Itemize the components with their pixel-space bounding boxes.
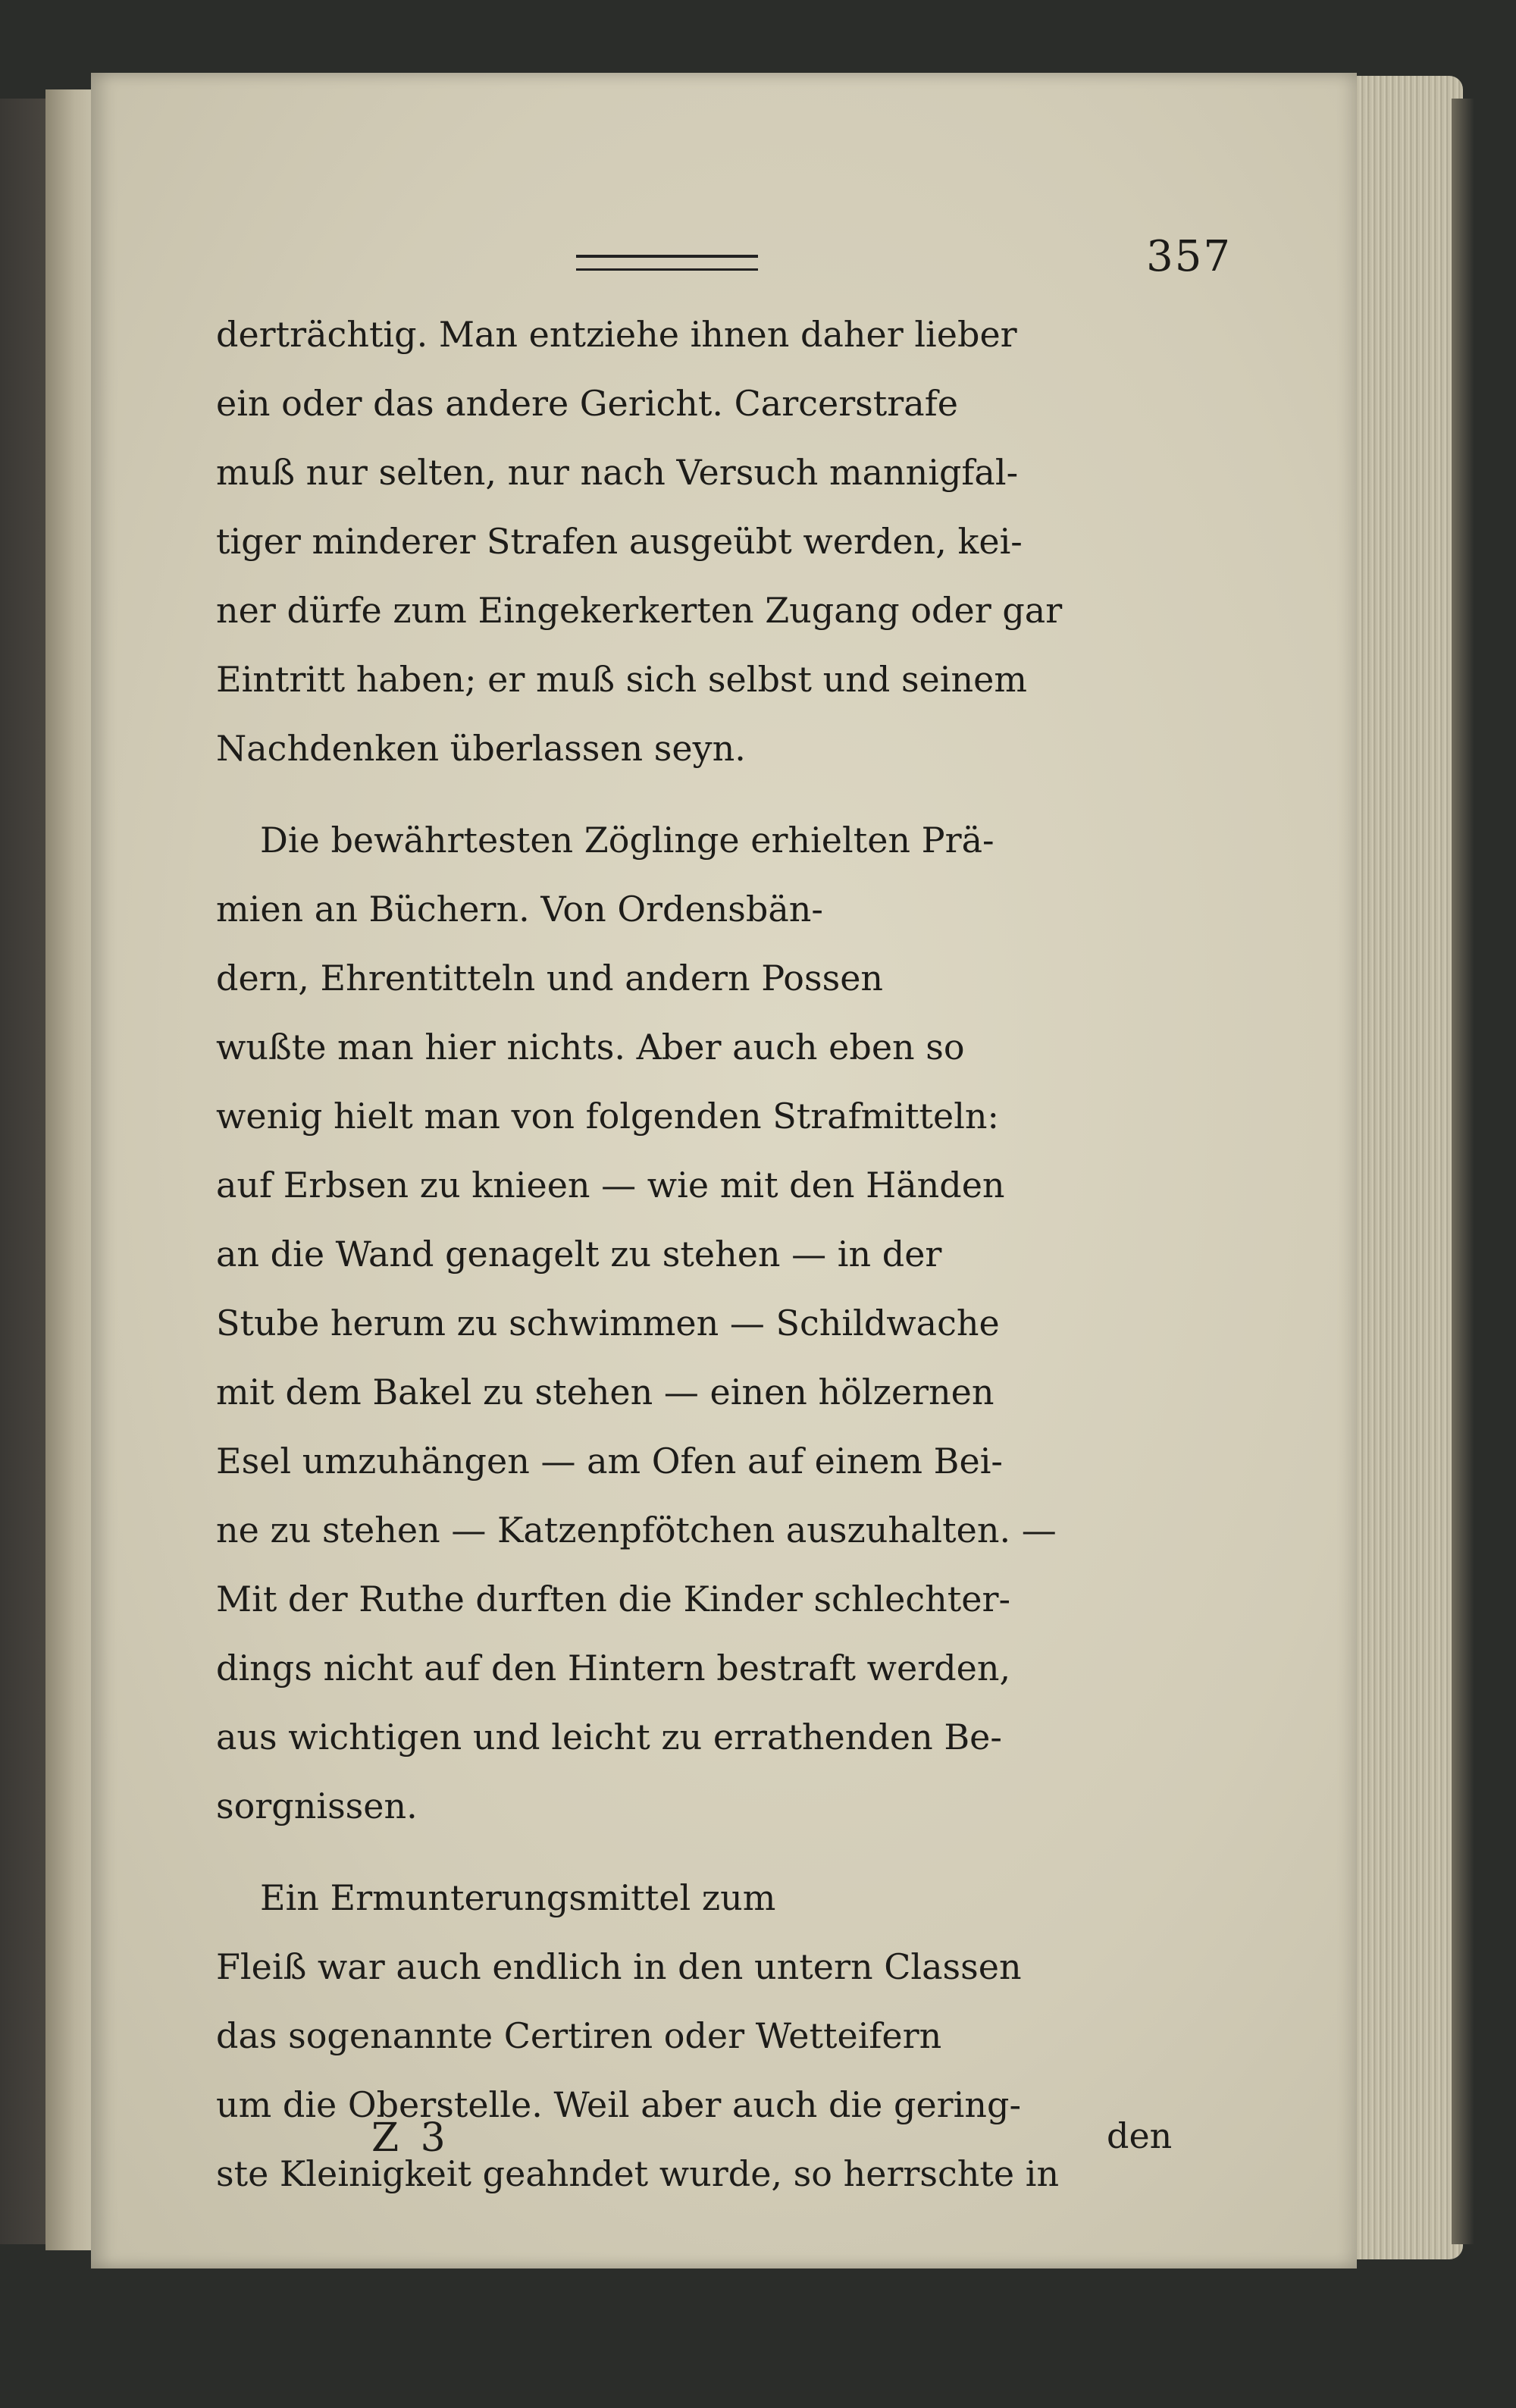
text-line: Ein Ermunterungsmittel zum <box>260 1877 776 1918</box>
text-line: wußte man hier nichts. Aber auch eben so <box>216 1027 965 1068</box>
text-line: an die Wand genagelt zu stehen — in der <box>216 1234 942 1275</box>
text-line: muß nur selten, nur nach Versuch mannigfal- <box>216 452 1019 493</box>
text-line: auf Erbsen zu knieen — wie mit den Händen <box>216 1165 1005 1206</box>
page-stack-shadow <box>1452 99 1474 2244</box>
text-line: ne zu stehen — Katzenpfötchen auszuhalten. — <box>216 1510 1057 1550</box>
text-line: Nachdenken überlassen seyn. <box>216 728 746 769</box>
body-text <box>216 300 1277 2209</box>
text-line: ste Kleinigkeit geahndet wurde, so herrschte in <box>216 2153 1060 2194</box>
text-line: Fleiß war auch endlich in den untern Classen <box>216 1946 1022 1987</box>
text-line: ner dürfe zum Eingekerkerten Zugang oder gar <box>216 590 1063 631</box>
text-line: sorgnissen. <box>216 1786 418 1826</box>
text-line: tiger minderer Strafen ausgeübt werden, kei- <box>216 521 1023 562</box>
text-line: Stube herum zu schwimmen — Schildwache <box>216 1303 1000 1344</box>
text-line: Eintritt haben; er muß sich selbst und seinem <box>216 659 1027 700</box>
page-number: 357 <box>1146 232 1232 281</box>
text-line: dern, Ehrentitteln und andern Possen <box>216 958 884 999</box>
book-page <box>91 73 1357 2268</box>
paragraph-gap <box>216 783 1277 806</box>
text-line: um die Oberstelle. Weil aber auch die gering- <box>216 2084 1021 2125</box>
text-line: mit dem Bakel zu stehen — einen hölzernen <box>216 1372 994 1413</box>
text-line: Die bewährtesten Zöglinge erhielten Prä- <box>260 820 994 861</box>
text-line: Mit der Ruthe durften die Kinder schlechter- <box>216 1579 1011 1619</box>
header-rule <box>576 255 758 271</box>
text-line: mien an Büchern. Von Ordensbän- <box>216 889 823 930</box>
paragraph-gap <box>216 1841 1277 1864</box>
text-line: wenig hielt man von folgenden Strafmitteln: <box>216 1096 1000 1137</box>
text-line: ein oder das andere Gericht. Carcerstrafe <box>216 383 958 424</box>
text-line: Esel umzuhängen — am Ofen auf einem Bei- <box>216 1441 1003 1481</box>
text-line: das sogenannte Certiren oder Wetteifern <box>216 2015 942 2056</box>
text-line: derträchtig. Man entziehe ihnen daher lieber <box>216 314 1017 355</box>
text-line: dings nicht auf den Hintern bestraft werden, <box>216 1648 1011 1688</box>
signature-mark: Z 3 <box>371 2115 450 2161</box>
catchword: den <box>1107 2115 1173 2156</box>
text-line: aus wichtigen und leicht zu errathenden Be- <box>216 1717 1002 1757</box>
